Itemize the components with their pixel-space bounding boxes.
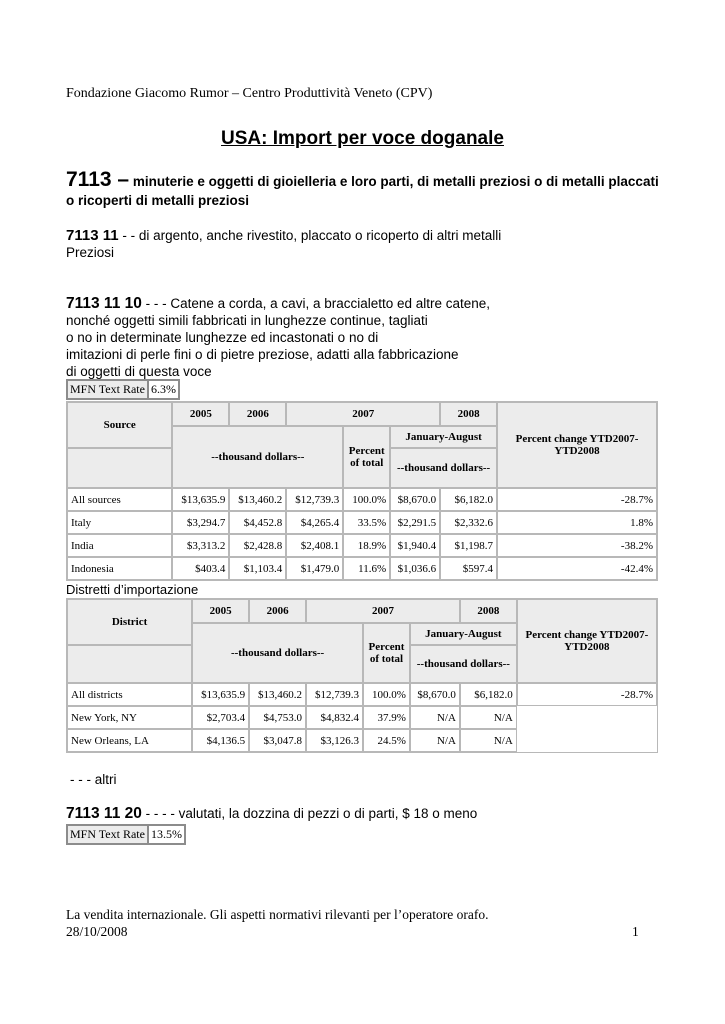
table-cell: $403.4 [172, 557, 229, 580]
district-table [66, 598, 658, 753]
district-header-spacer [67, 645, 192, 683]
table-cell: 18.9% [343, 534, 390, 557]
section-711311-text2: Preziosi [66, 245, 115, 260]
section-7113-code: 7113 – [66, 168, 130, 191]
table-cell: $1,103.4 [229, 557, 286, 580]
mfn-rate-box-2 [66, 824, 186, 845]
table-cell: $12,739.3 [306, 683, 363, 706]
table-cell: $2,703.4 [192, 706, 249, 729]
table-cell: $13,635.9 [172, 488, 229, 511]
table-cell: $3,294.7 [172, 511, 229, 534]
table-cell [517, 729, 657, 752]
table-cell: $13,635.9 [192, 683, 249, 706]
section-711311 [66, 227, 666, 261]
table-cell: $6,182.0 [460, 683, 517, 706]
district-year-2005-header: 2005 [192, 599, 249, 623]
source-table [66, 401, 658, 581]
altri-label: - - - altri [70, 772, 117, 787]
row-label-cell: India [67, 534, 172, 557]
table-cell: 100.0% [343, 488, 390, 511]
page-title: USA: Import per voce doganale [221, 128, 504, 149]
page-header: Fondazione Giacomo Rumor – Centro Produttività Veneto (CPV) [66, 86, 433, 101]
section-71131110-line1: - - - Catene a corda, a cavi, a braccialetto ed altre catene, [141, 296, 491, 311]
section-71131120-code: 7113 11 20 [66, 805, 142, 822]
table-cell: $597.4 [440, 557, 497, 580]
section-7113 [66, 170, 666, 210]
percent-change-header: Percent change YTD2007-YTD2008 [497, 402, 657, 488]
jan-aug-header: January-August [390, 426, 497, 448]
distretti-label: Distretti d’importazione [66, 582, 199, 597]
year-2006-header: 2006 [229, 402, 286, 426]
district-year-2006-header: 2006 [249, 599, 306, 623]
table-cell: -42.4% [497, 557, 657, 580]
district-thousand-dollars-header: --thousand dollars-- [192, 623, 363, 683]
table-cell: $1,479.0 [286, 557, 343, 580]
table-row [67, 557, 657, 580]
table-cell: $3,126.3 [306, 729, 363, 752]
table-cell: $2,291.5 [390, 511, 440, 534]
table-row [67, 511, 657, 534]
table-cell: $1,198.7 [440, 534, 497, 557]
table-cell: $2,332.6 [440, 511, 497, 534]
district-header: District [67, 599, 192, 645]
table-cell: $4,136.5 [192, 729, 249, 752]
table-cell: -28.7% [497, 488, 657, 511]
district-jan-aug-header: January-August [410, 623, 517, 645]
table-cell: $4,753.0 [249, 706, 306, 729]
table-cell: $8,670.0 [410, 683, 460, 706]
section-71131110-line3: o no in determinate lunghezze ed incastonati o no di [66, 330, 379, 345]
mfn-rate-box-1 [66, 379, 180, 400]
table-cell: $13,460.2 [249, 683, 306, 706]
table-cell [517, 706, 657, 729]
table-cell: $4,452.8 [229, 511, 286, 534]
district-year-2007-header: 2007 [306, 599, 460, 623]
mfn-rate-value-2: 13.5% [148, 825, 185, 844]
table-cell: N/A [410, 729, 460, 752]
section-71131120 [66, 805, 477, 823]
table-row [67, 729, 657, 752]
table-cell: $3,313.2 [172, 534, 229, 557]
table-cell: 37.9% [363, 706, 410, 729]
year-2008-header: 2008 [440, 402, 497, 426]
table-cell: $4,832.4 [306, 706, 363, 729]
section-7113-text: minuterie e oggetti di gioielleria e loro parti, di metalli preziosi o di metalli placcati o ricoperti di metalli preziosi [66, 174, 659, 208]
district-thousand-dollars-2-header: --thousand dollars-- [410, 645, 517, 683]
table-row [67, 534, 657, 557]
mfn-rate-label-2: MFN Text Rate [67, 825, 148, 844]
row-label-cell: Indonesia [67, 557, 172, 580]
section-711311-text: - - di argento, anche rivestito, placcato o ricoperto di altri metalli [118, 228, 502, 243]
table-cell: 1.8% [497, 511, 657, 534]
row-label-cell: Italy [67, 511, 172, 534]
row-label-cell: New Orleans, LA [67, 729, 192, 752]
table-cell: $13,460.2 [229, 488, 286, 511]
table-row [67, 706, 657, 729]
row-label-cell: All districts [67, 683, 192, 706]
section-71131110-line4: imitazioni di perle fini o di pietre preziose, adatti alla fabbricazione [66, 347, 459, 362]
source-header-spacer [67, 448, 172, 488]
mfn-rate-label: MFN Text Rate [67, 380, 148, 399]
table-cell: $2,408.1 [286, 534, 343, 557]
table-row [67, 683, 657, 706]
section-71131110-code: 7113 11 10 [66, 295, 142, 312]
table-cell: 100.0% [363, 683, 410, 706]
thousand-dollars-header: --thousand dollars-- [172, 426, 343, 488]
table-cell: $8,670.0 [390, 488, 440, 511]
table-cell: $3,047.8 [249, 729, 306, 752]
section-71131120-text: - - - - valutati, la dozzina di pezzi o di parti, $ 18 o meno [141, 806, 478, 821]
thousand-dollars-2-header: --thousand dollars-- [390, 448, 497, 488]
table-cell: N/A [460, 729, 517, 752]
page-number: 1 [632, 924, 639, 939]
district-percent-total-header: Percent of total [363, 623, 410, 683]
table-cell: N/A [410, 706, 460, 729]
footer-text: La vendita internazionale. Gli aspetti normativi rilevanti per l’operatore orafo. [66, 907, 489, 922]
year-2007-header: 2007 [286, 402, 440, 426]
table-cell: N/A [460, 706, 517, 729]
table-cell: $1,036.6 [390, 557, 440, 580]
mfn-rate-value: 6.3% [148, 380, 179, 399]
table-cell: 11.6% [343, 557, 390, 580]
table-cell: $2,428.8 [229, 534, 286, 557]
district-year-2008-header: 2008 [460, 599, 517, 623]
table-cell: 33.5% [343, 511, 390, 534]
row-label-cell: All sources [67, 488, 172, 511]
table-cell: $12,739.3 [286, 488, 343, 511]
section-71131110 [66, 295, 666, 380]
section-71131110-line2: nonché oggetti simili fabbricati in lunghezze continue, tagliati [66, 313, 428, 328]
table-cell: $6,182.0 [440, 488, 497, 511]
source-header: Source [67, 402, 172, 448]
table-row [67, 488, 657, 511]
district-percent-change-header: Percent change YTD2007- YTD2008 [517, 599, 657, 683]
year-2005-header: 2005 [172, 402, 229, 426]
percent-total-header: Percent of total [343, 426, 390, 488]
table-cell: -38.2% [497, 534, 657, 557]
footer-date: 28/10/2008 [66, 924, 128, 939]
section-71131110-line5: di oggetti di questa voce [66, 364, 212, 379]
table-cell: -28.7% [517, 683, 657, 706]
section-711311-code: 7113 11 [66, 227, 119, 244]
table-cell: $1,940.4 [390, 534, 440, 557]
table-cell: 24.5% [363, 729, 410, 752]
table-cell: $4,265.4 [286, 511, 343, 534]
row-label-cell: New York, NY [67, 706, 192, 729]
